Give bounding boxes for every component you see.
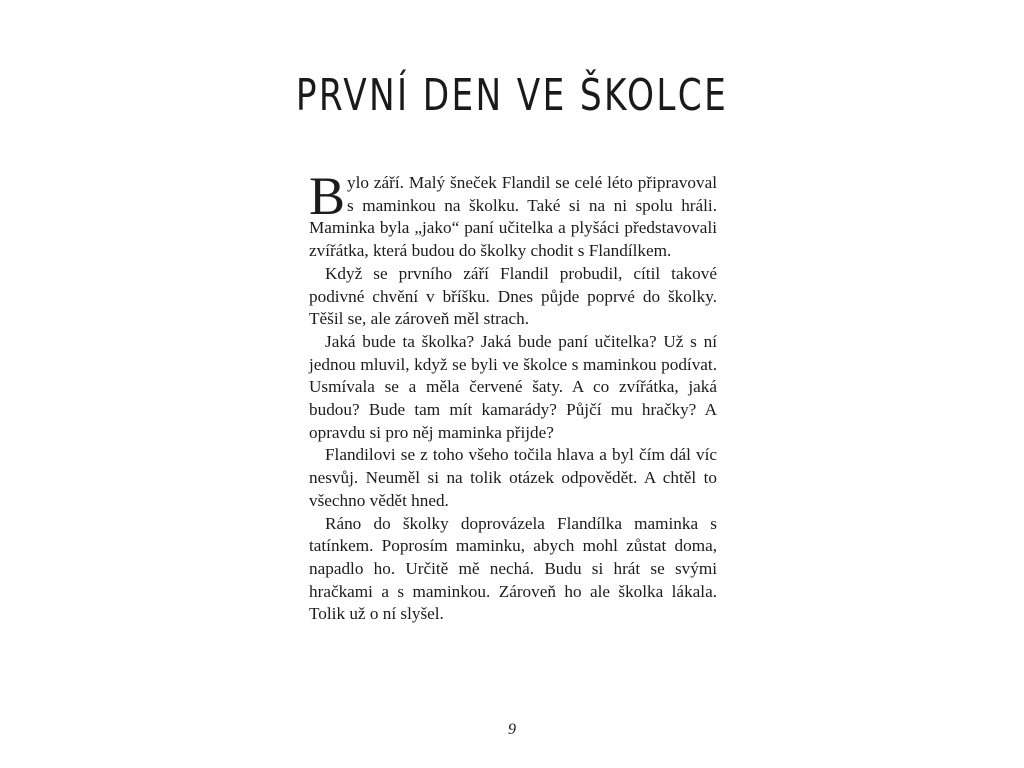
paragraph-2: Když se prvního září Flandil probudil, cítil takové podivné chvění v bříšku. Dnes půjde poprvé do školky. Těšil se, ale zároveň měl strach. [309,263,717,329]
paragraph-3: Jaká bude ta školka? Jaká bude paní učitelka? Už s ní jednou mluvil, když se byli ve školce s maminkou podívat. Usmívala se a měla červené šaty. A co zvířátka, jaká budou? Bude tam mít kamarády? Půjčí mu hračky? A opravdu si pro něj maminka přijde? [309,331,717,442]
paragraph-5: Ráno do školky doprovázela Flandílka maminka s tatínkem. Poprosím maminku, abych mohl zůstat doma, napadlo ho. Určitě mě nechá. Budu si hrát se svými hračkami a s maminkou. Zároveň ho ale školka lákala. Tolik už o ní slyšel. [309,513,717,624]
drop-cap: B [309,166,346,226]
body-text [309,166,717,626]
paragraph-1-text: ylo září. Malý šneček Flandil se celé léto připravoval s maminkou na školku. Také si na ni spolu hráli. Maminka byla „jako“ paní učitelka a plyšáci představovali zvířátka, která budou do školky chodit s Flandílkem. [309,173,717,261]
chapter-title: PRVNÍ DEN VE ŠKOLCE [295,70,729,121]
paragraph-4: Flandilovi se z toho všeho točila hlava a byl čím dál víc nesvůj. Neuměl si na tolik otázek odpovědět. A chtěl to všechno vědět hned. [309,445,717,510]
page-number: 9 [508,721,516,738]
paragraph-1 [309,166,717,263]
